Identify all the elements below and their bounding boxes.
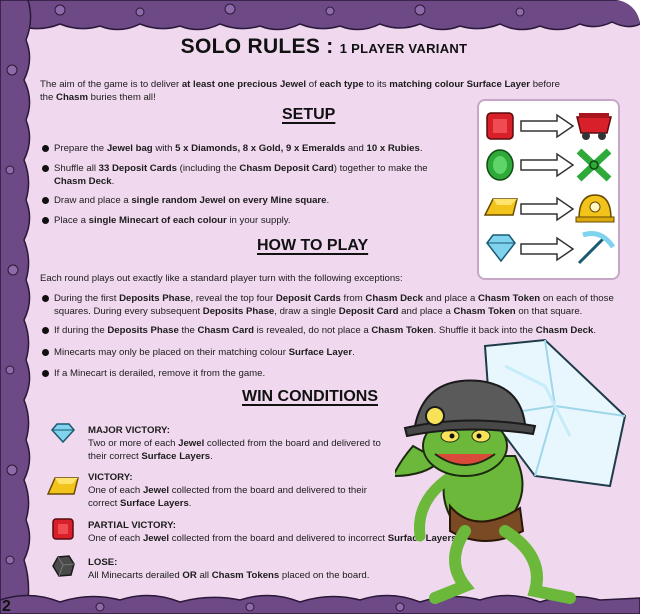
diamond-icon bbox=[50, 422, 76, 444]
setup-item: Shuffle all 33 Deposit Cards (including the Chasm Deposit Card) together to make the Chasm Deck. bbox=[42, 162, 474, 188]
goblin-miner-illustration bbox=[395, 336, 635, 606]
page-number: 2 bbox=[2, 598, 11, 614]
setup-heading: SETUP bbox=[282, 106, 336, 123]
crossed-tools-icon bbox=[579, 151, 609, 179]
setup-item: Prepare the Jewel bag with 5 x Diamonds, 8 x Gold, 9 x Emeralds and 10 x Rubies. bbox=[42, 142, 474, 155]
emerald-icon bbox=[487, 150, 513, 180]
partial-victory: PARTIAL VICTORY: One of each Jewel collected from the board and delivered to incorrect Surface Layers. bbox=[88, 520, 460, 544]
arrow-icon bbox=[521, 154, 573, 176]
miner-helmet-icon bbox=[576, 195, 614, 222]
arrow-icon bbox=[521, 115, 573, 137]
diamond-icon bbox=[487, 235, 515, 261]
ruby-icon bbox=[52, 518, 74, 540]
pickaxe-icon bbox=[579, 234, 613, 264]
legend-graphic bbox=[479, 101, 618, 278]
rule-item: During the first Deposits Phase, reveal the top four Deposit Cards from Chasm Deck and place a Chasm Token on each of those squares. During every subsequent Deposits Phase, draw a single Deposit Card and place a Chasm Token on that square. bbox=[42, 292, 640, 318]
gold-bar-icon bbox=[46, 474, 80, 496]
coal-icon bbox=[50, 554, 76, 578]
setup-item: Place a single Minecart of each colour in your supply. bbox=[42, 214, 474, 227]
rule-item: If during the Deposits Phase the Chasm Card is revealed, do not place a Chasm Token. Shuffle it back into the Chasm Deck. bbox=[42, 324, 640, 337]
victory: VICTORY: One of each Jewel collected from the board and delivered to their correct Surface Layers. bbox=[88, 472, 367, 509]
lose-condition: LOSE: All Minecarts derailed OR all Chasm Tokens placed on the board. bbox=[88, 557, 370, 581]
how-to-play-intro: Each round plays out exactly like a standard player turn with the following exceptions: bbox=[40, 273, 403, 284]
rule-item: Minecarts may only be placed on their matching colour Surface Layer. bbox=[42, 346, 474, 359]
setup-item: Draw and place a single random Jewel on every Mine square. bbox=[42, 194, 474, 207]
ruby-icon bbox=[487, 113, 513, 139]
major-victory: MAJOR VICTORY: Two or more of each Jewel collected from the board and delivered to their correct Surface Layers. bbox=[88, 425, 381, 462]
gold-bar-icon bbox=[485, 199, 517, 215]
arrow-icon bbox=[521, 198, 573, 220]
how-to-play-heading: HOW TO PLAY bbox=[257, 237, 369, 254]
jewel-layer-legend bbox=[477, 99, 620, 280]
page-title: SOLO RULES : 1 PLAYER VARIANT bbox=[180, 35, 468, 58]
minecart-icon bbox=[577, 113, 611, 140]
arrow-icon bbox=[521, 238, 573, 260]
win-conditions-heading: WIN CONDITIONS bbox=[242, 388, 378, 405]
intro-text: The aim of the game is to deliver at least one precious Jewel of each type to its matching colour Surface Layer before the Chasm buries them all! bbox=[40, 79, 560, 103]
rule-item: If a Minecart is derailed, remove it from the game. bbox=[42, 367, 474, 380]
